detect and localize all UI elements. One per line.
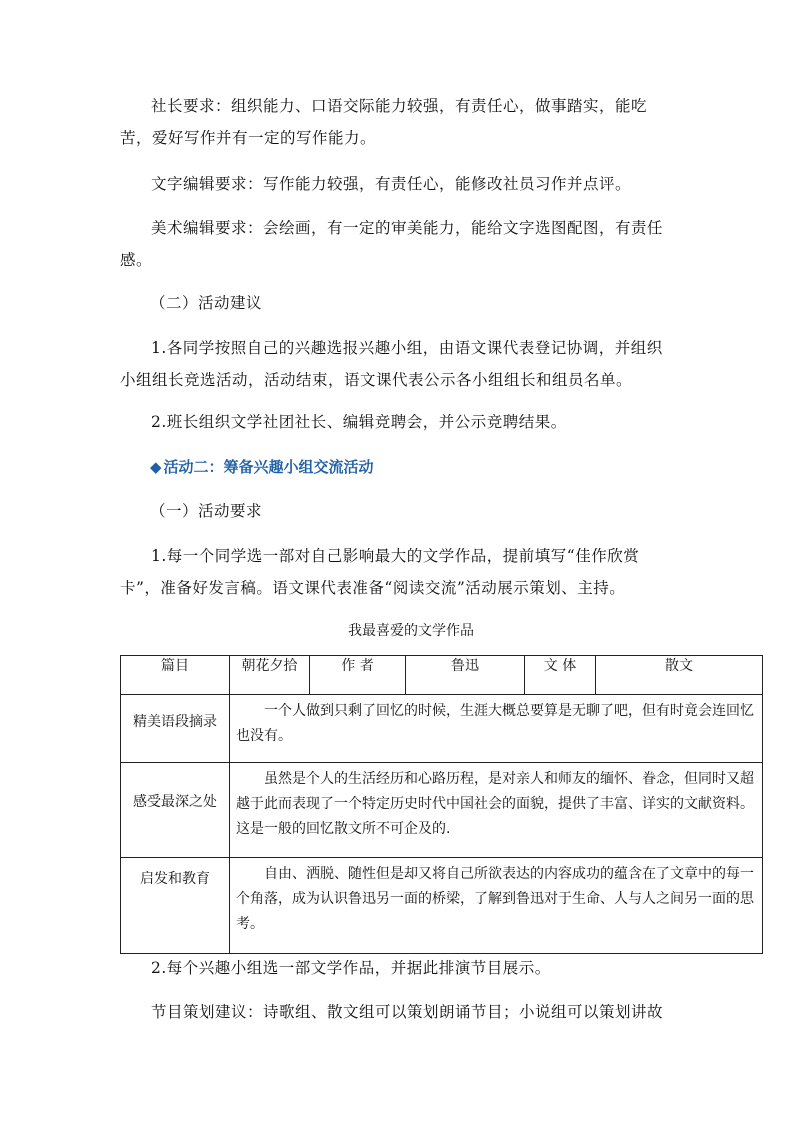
text-editor-requirements: 文字编辑要求：写作能力较强，有责任心，能修改社员习作并点评。 [151, 175, 632, 193]
suggestion-1: 1.各同学按照自己的兴趣选报兴趣小组，由语文课代表登记协调，并组织小组组长竞选活动，活动结束，语文课代表公示各小组组长和组员名单。 [120, 339, 663, 389]
row-content-excerpt: 一个人做到只剩了回忆的时候，生涯大概总要算是无聊了吧，但有时竟会连回忆也没有。 [230, 695, 763, 763]
header-cell-author-label: 作 者 [310, 656, 406, 695]
header-cell-author-value: 鲁迅 [406, 656, 525, 695]
row-label-inspiration: 启发和教育 [121, 858, 230, 954]
section-heading-requirements: （一）活动要求 [150, 502, 263, 520]
table-caption: 我最喜爱的文学作品 [348, 623, 474, 639]
header-cell-title-value: 朝花夕拾 [230, 656, 310, 695]
table-row [121, 763, 763, 858]
row-label-excerpt: 精美语段摘录 [121, 695, 230, 763]
table-row [121, 858, 763, 954]
header-cell-genre-value: 散文 [596, 656, 763, 695]
section-heading-suggestions: （二）活动建议 [150, 294, 263, 312]
row-label-impression: 感受最深之处 [121, 763, 230, 858]
activity-two-title: 活动二：筹备兴趣小组交流活动 [163, 458, 374, 476]
table-header-row [121, 656, 763, 695]
suggestion-2: 2.班长组织文学社团社长、编辑竞聘会，并公示竞聘结果。 [151, 413, 567, 431]
requirement-1: 1.每一个同学选一部对自己影响最大的文学作品，提前填写“佳作欣赏卡”，准备好发言稿。语文课代表准备“阅读交流”活动展示策划、主持。 [120, 547, 640, 597]
header-cell-genre-label: 文 体 [525, 656, 596, 695]
program-planning-suggestion: 节目策划建议：诗歌组、散文组可以策划朗诵节目；小说组可以策划讲故 [151, 1003, 664, 1021]
activity-two-heading [150, 455, 374, 479]
art-editor-requirements: 美术编辑要求：会绘画，有一定的审美能力，能给文字选图配图，有责任感。 [120, 219, 664, 269]
row-content-impression: 虽然是个人的生活经历和心路历程，是对亲人和师友的缅怀、眷念，但同时又超越于此而表现了一个特定历史时代中国社会的面貌，提供了丰富、详实的文献资料。这是一般的回忆散文所不可企及的. [230, 763, 763, 858]
president-requirements: 社长要求：组织能力、口语交际能力较强，有责任心，做事踏实，能吃苦，爱好写作并有一定的写作能力。 [120, 97, 648, 147]
favorite-works-table [120, 655, 763, 954]
row-content-inspiration: 自由、洒脱、随性但是却又将自己所欲表达的内容成功的蕴含在了文章中的每一个角落，成为认识鲁迅另一面的桥梁，了解到鲁迅对于生命、人与人之间另一面的思考。 [230, 858, 763, 954]
header-cell-title-label: 篇目 [121, 656, 230, 695]
diamond-bullet-icon: ◆ [150, 458, 162, 476]
requirement-2: 2.每个兴趣小组选一部文学作品，并据此排演节目展示。 [151, 959, 551, 977]
table-row [121, 695, 763, 763]
